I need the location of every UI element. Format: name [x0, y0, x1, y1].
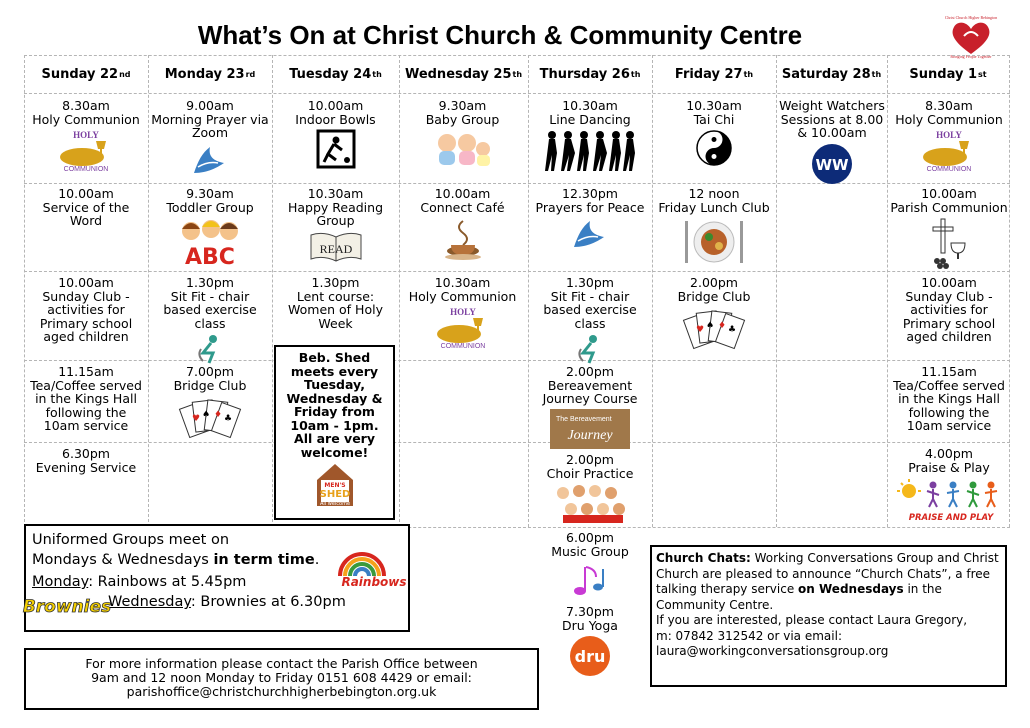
day-header-sat28: Saturday 28 th: [781, 66, 882, 82]
babies-icon: [433, 129, 493, 169]
event-fri27-bridge-club: 2.00pm Bridge Club ♥ ♠ ♦ ♣: [654, 276, 774, 352]
event-thu26-dru-yoga: 7.30pm Dru Yoga dru: [530, 605, 650, 677]
event-sun22-tea-coffee: 11.15am Tea/Coffee served in the Kings Hall following the 10am service: [30, 364, 142, 433]
line-dancers-icon: [544, 129, 636, 173]
praise-and-play-icon: [897, 477, 1001, 523]
event-thu26-line-dancing: 10.30am Line Dancing: [530, 99, 650, 173]
svg-text:PRAISE AND PLAY: PRAISE AND PLAY: [908, 513, 994, 523]
svg-text:Brownies: Brownies: [22, 597, 112, 617]
sit-fit-icon: [193, 333, 227, 367]
event-thu26-music-group: 6.00pm Music Group: [530, 531, 650, 599]
mens-shed-logo: [315, 462, 355, 508]
svg-text:Christ Church Higher Bebington: Christ Church Higher Bebington: [944, 15, 998, 20]
parish-office-contact-box: [24, 648, 539, 710]
event-tue24-reading-group: 10.30am Happy Reading Group READ: [274, 187, 397, 263]
svg-text:The Bereavement: The Bereavement: [556, 415, 612, 423]
svg-text:HOLY: HOLY: [936, 130, 962, 140]
svg-text:SHED: SHED: [319, 489, 350, 500]
praying-hands-icon: [568, 217, 612, 251]
uniformed-wednesday: Wednesday: Brownies at 6.30pm: [108, 594, 346, 610]
music-notes-icon: [568, 561, 612, 599]
event-tue24-indoor-bowls: 10.00am Indoor Bowls: [274, 99, 397, 169]
event-fri27-lunch-club: 12 noon Friday Lunch Club: [654, 187, 774, 267]
day-header-mon23: Monday 23 rd: [164, 66, 256, 82]
event-mon23-bridge-club: 7.00pm Bridge Club ♥ ♠ ♦ ♣: [150, 365, 270, 441]
svg-text:♠: ♠: [706, 321, 715, 331]
event-sun1-sunday-club: 10.00am Sunday Club - activities for Primary school aged children: [902, 275, 996, 344]
day-header-wed25: Wednesday 25 th: [404, 66, 523, 82]
church-chats-announcement: Church Chats: Working Conversations Group and Christ Church are pleased to announce “Church Chats”, a free talking therapy service on Wednesdays in the Community Centre.: [656, 551, 999, 612]
church-logo: [944, 14, 998, 58]
day-header-fri27: Friday 27 th: [674, 66, 754, 82]
praying-hands-icon: [188, 143, 232, 177]
svg-text:Rainbows: Rainbows: [341, 575, 407, 589]
rainbows-logo: [334, 548, 406, 592]
brownies-logo: [22, 590, 112, 620]
day-header-thu26: Thursday 26 th: [539, 66, 641, 82]
svg-text:Bringing People Together: Bringing People Together: [950, 54, 992, 59]
read-book-icon: [309, 231, 363, 263]
event-thu26-bereavement: 2.00pm Bereavement Journey Course The Bereavement Journey: [530, 365, 650, 449]
svg-text:♥: ♥: [696, 325, 705, 335]
bereavement-journey-logo: [550, 409, 630, 449]
svg-text:MEN'S: MEN'S: [323, 482, 346, 489]
uniformed-line1: Uniformed Groups meet on: [32, 532, 230, 548]
svg-text:COMMUNION: COMMUNION: [440, 343, 485, 350]
event-sun22-holy-communion: 8.30am Holy Communion HOLY COMMUNION: [32, 98, 140, 173]
event-mon23-toddler-group: 9.30am Toddler Group ABC: [166, 186, 254, 270]
holy-communion-icon: [56, 129, 116, 173]
event-fri27-tai-chi: 10.30am Tai Chi: [654, 99, 774, 167]
page-title: What’s On at Christ Church & Community Centre: [197, 20, 803, 50]
day-header-sun1: Sunday 1 st: [909, 66, 987, 82]
svg-text:HOLY: HOLY: [449, 307, 476, 317]
weight-watchers-logo: [811, 143, 853, 185]
contact-line1: For more information please contact the Parish Office between: [85, 656, 478, 671]
beb-shed-text: Beb. Shed meets every Tuesday, Wednesday & Friday from 10am - 1pm. All are very welcome!: [286, 350, 383, 460]
beb-shed-box: [274, 345, 395, 520]
dru-logo: [569, 635, 611, 677]
day-header-sun22: Sunday 22 nd: [41, 66, 131, 82]
uniformed-groups-box: [24, 524, 410, 632]
event-wed25-holy-communion: 10.30am Holy Communion HOLY COMMUNION: [408, 275, 517, 350]
svg-text:dru: dru: [574, 647, 606, 666]
bowls-sign-icon: [316, 129, 356, 169]
event-sun1-praise-play: 4.00pm Praise & Play PRAISE AND PLAY: [889, 447, 1009, 523]
event-thu26-choir: 2.00pm Choir Practice: [530, 453, 650, 525]
svg-text:COMMUNION: COMMUNION: [926, 166, 972, 173]
event-wed25-connect-cafe: 10.00am Connect Café: [400, 187, 525, 261]
svg-text:ABC: ABC: [185, 245, 235, 270]
svg-text:WW: WW: [815, 155, 849, 174]
choir-icon: [553, 483, 627, 525]
svg-text:♣: ♣: [224, 414, 233, 424]
event-mon23-sit-fit: 1.30pm Sit Fit - chair based exercise class: [150, 276, 270, 367]
yin-yang-icon: [695, 129, 733, 167]
event-sat28-weight-watchers: Weight Watchers Sessions at 8.00 & 10.00am WW: [778, 99, 886, 185]
uniformed-monday: Monday: Rainbows at 5.45pm: [32, 574, 247, 590]
event-sun1-holy-communion: 8.30am Holy Communion HOLY COMMUNION: [895, 98, 1003, 173]
svg-text:♥: ♥: [192, 414, 201, 424]
event-sun22-sunday-club: 10.00am Sunday Club - activities for Primary school aged children: [39, 275, 133, 344]
svg-text:READ: READ: [319, 241, 352, 256]
cross-chalice-icon: [927, 217, 971, 271]
event-tue24-lent-course: 1.30pm Lent course: Women of Holy Week: [288, 275, 383, 331]
contact-email[interactable]: parishoffice@christchurchhigherbebington.org.uk: [126, 684, 437, 699]
event-sun1-parish-communion: 10.00am Parish Communion: [889, 187, 1009, 271]
day-header-tue24: Tuesday 24 th: [289, 66, 382, 82]
event-sun22-service-word: 10.00am Service of the Word: [42, 186, 130, 228]
svg-text:♣: ♣: [728, 325, 737, 335]
playing-cards-icon: [180, 395, 240, 441]
event-sun22-evening-service: 6.30pm Evening Service: [35, 446, 137, 475]
playing-cards-icon: [684, 306, 744, 352]
svg-text:HOLY: HOLY: [73, 130, 99, 140]
svg-text:♦: ♦: [718, 321, 727, 331]
event-thu26-sit-fit: 1.30pm Sit Fit - chair based exercise class: [530, 276, 650, 367]
church-chats-contact: If you are interested, please contact Laura Gregory,: [656, 613, 968, 627]
svg-text:COMMUNION: COMMUNION: [63, 166, 109, 173]
contact-line2: 9am and 12 noon Monday to Friday 0151 608 4429 or email:: [91, 670, 472, 685]
coffee-cup-icon: [443, 217, 483, 261]
sit-fit-icon: [573, 333, 607, 367]
svg-text:All welcome: All welcome: [319, 501, 350, 507]
event-mon23-morning-prayer: 9.00am Morning Prayer via Zoom: [150, 99, 270, 177]
church-chats-email[interactable]: laura@workingconversationsgroup.org: [656, 644, 889, 658]
plate-cutlery-icon: [681, 217, 747, 267]
church-chats-box: [650, 545, 1007, 687]
event-wed25-baby-group: 9.30am Baby Group: [400, 99, 525, 169]
svg-text:Journey: Journey: [567, 427, 613, 443]
holy-communion-icon: [433, 306, 493, 350]
church-chats-phone: m: 07842 312542 or via email:: [656, 628, 842, 643]
svg-text:♦: ♦: [214, 410, 223, 420]
svg-text:♠: ♠: [202, 410, 211, 420]
uniformed-line2: Mondays & Wednesdays in term time.: [32, 552, 320, 568]
event-thu26-prayers-peace: 12.30pm Prayers for Peace: [530, 187, 650, 251]
holy-communion-icon: [919, 129, 979, 173]
event-sun1-tea-coffee: 11.15am Tea/Coffee served in the Kings Hall following the 10am service: [893, 364, 1005, 433]
